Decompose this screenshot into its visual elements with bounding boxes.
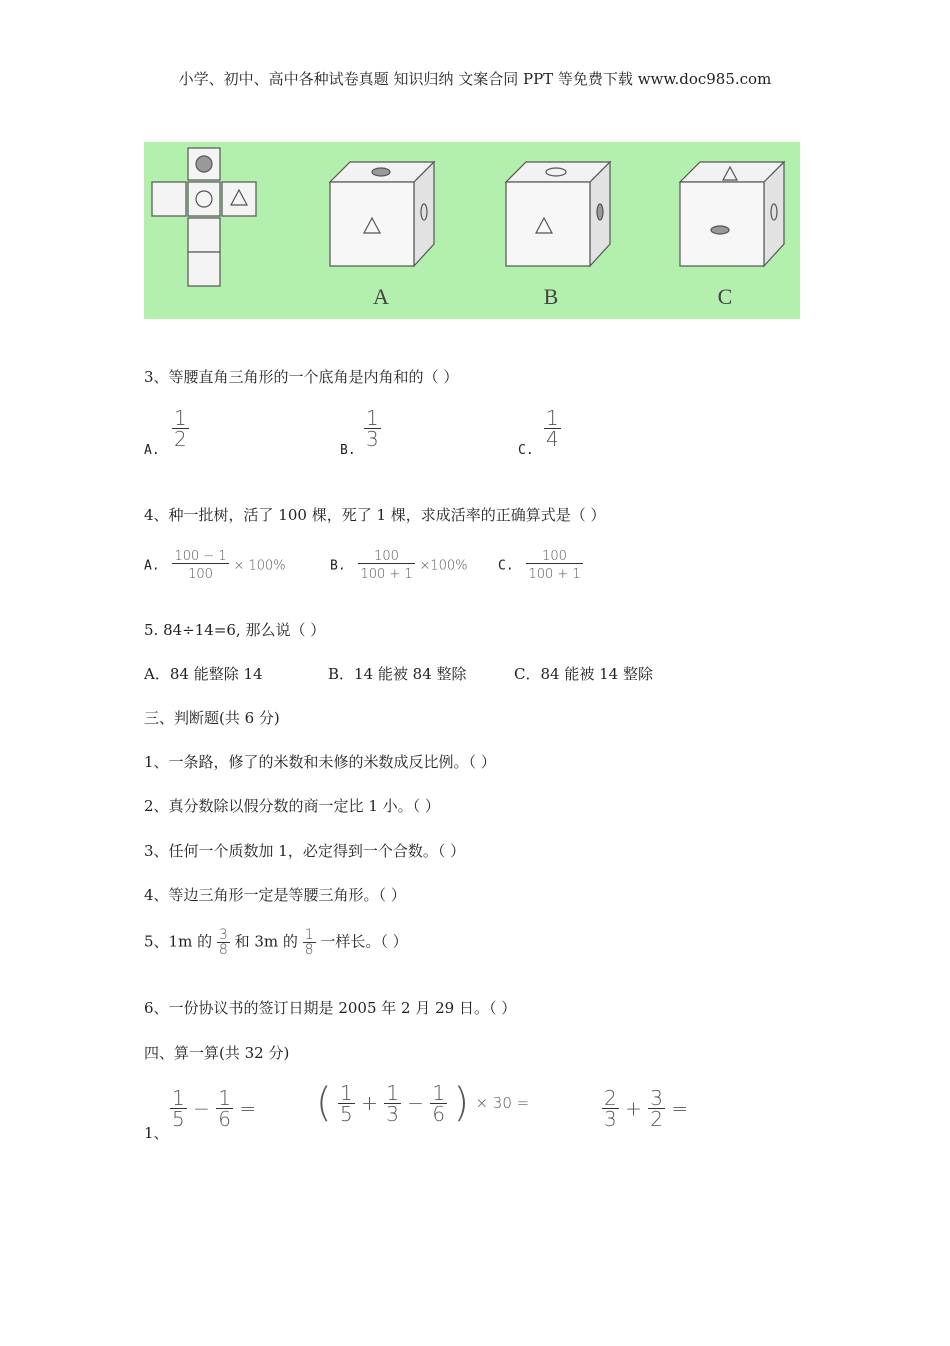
cube-label-b: B [543,284,559,309]
q4-option-b [330,550,468,581]
q4-c-fraction: $\frac{100}{100 + 1}$ [528,549,581,582]
q4-stem: 4、种一批树，活了 100 棵，死了 1 棵，求成活率的正确算式是（ ） [144,506,606,524]
judge-5-fraction-1: $\frac{3}{8}$ [218,927,228,958]
judge-5-prefix: 5、1m 的 [144,932,213,951]
q5-option-a: A．84 能整除 14 [144,665,263,683]
judge-item-3: 3、任何一个质数加 1，必定得到一个合数。（ ） [144,842,466,860]
q4-a-label: A. [144,558,160,574]
right-paren: ) [453,1080,470,1126]
q3-c-label: C. [518,443,534,458]
cube-figure [144,142,800,319]
q4-option-a [144,550,286,581]
q3-c-fraction: $\frac{1}{4}$ [546,406,559,451]
q4-b-fraction: $\frac{100}{100 + 1}$ [360,549,413,582]
q4-c-label: C. [498,558,514,574]
q5-option-b: B．14 能被 84 整除 [328,665,467,683]
cube-label-c: C [717,284,733,309]
q4-b-tail: ×100% [419,558,468,574]
left-paren: ( [316,1080,332,1126]
q3-stem: 3、等腰直角三角形的一个底角是内角和的（ ） [144,368,459,386]
cube-figure-svg [144,142,800,319]
q3-a-label: A. [144,443,160,458]
cube-label-a: A [373,284,389,309]
q5-stem: 5. 84÷14=6, 那么说（ ） [144,621,326,639]
judge-item-6: 6、一份协议书的签订日期是 2005 年 2 月 29 日。（ ） [144,999,517,1017]
calc-expression-3: $\frac{2}{3}$ + $\frac{3}{2}$ = [604,1086,689,1131]
page-header: 小学、初中、高中各种试卷真题 知识归纳 文案合同 PPT 等免费下载 www.doc985.com [178,70,772,88]
q3-b-label: B. [340,443,356,458]
cube-a [330,162,434,266]
calc-expression-2: ( $\frac{1}{5}$ + $\frac{1}{3}$ − $\frac{1}{6}$ ) × 30 = [316,1080,530,1126]
judge-item-5 [144,928,408,957]
judge-5-suffix: 一样长。（ ） [320,932,408,951]
judge-5-fraction-2: $\frac{1}{8}$ [304,927,314,958]
q4-a-fraction: $\frac{100 - 1}{100}$ [174,549,227,582]
judge-item-2: 2、真分数除以假分数的商一定比 1 小。（ ） [144,797,440,815]
q4-option-c [498,550,583,581]
cube-b [506,162,610,266]
q4-b-label: B. [330,558,346,574]
section-3-title: 三、判断题(共 6 分) [144,709,280,727]
judge-item-1: 1、一条路，修了的米数和未修的米数成反比例。（ ） [144,753,496,771]
judge-5-mid: 和 3m 的 [234,932,298,951]
cube-net [152,148,256,286]
q4-a-tail: × 100% [233,558,286,574]
calc-label: 1、 [144,1124,169,1142]
cube-c [680,162,784,266]
section-4-title: 四、算一算(共 32 分) [144,1044,290,1062]
judge-item-4: 4、等边三角形一定是等腰三角形。（ ） [144,886,406,904]
q3-a-fraction: $\frac{1}{2}$ [174,406,187,451]
q3-b-fraction: $\frac{1}{3}$ [366,406,379,451]
q5-option-c: C．84 能被 14 整除 [514,665,653,683]
calc-expression-1: $\frac{1}{5}$ − $\frac{1}{6}$ = [172,1086,257,1131]
filled-circle-icon [196,156,212,172]
